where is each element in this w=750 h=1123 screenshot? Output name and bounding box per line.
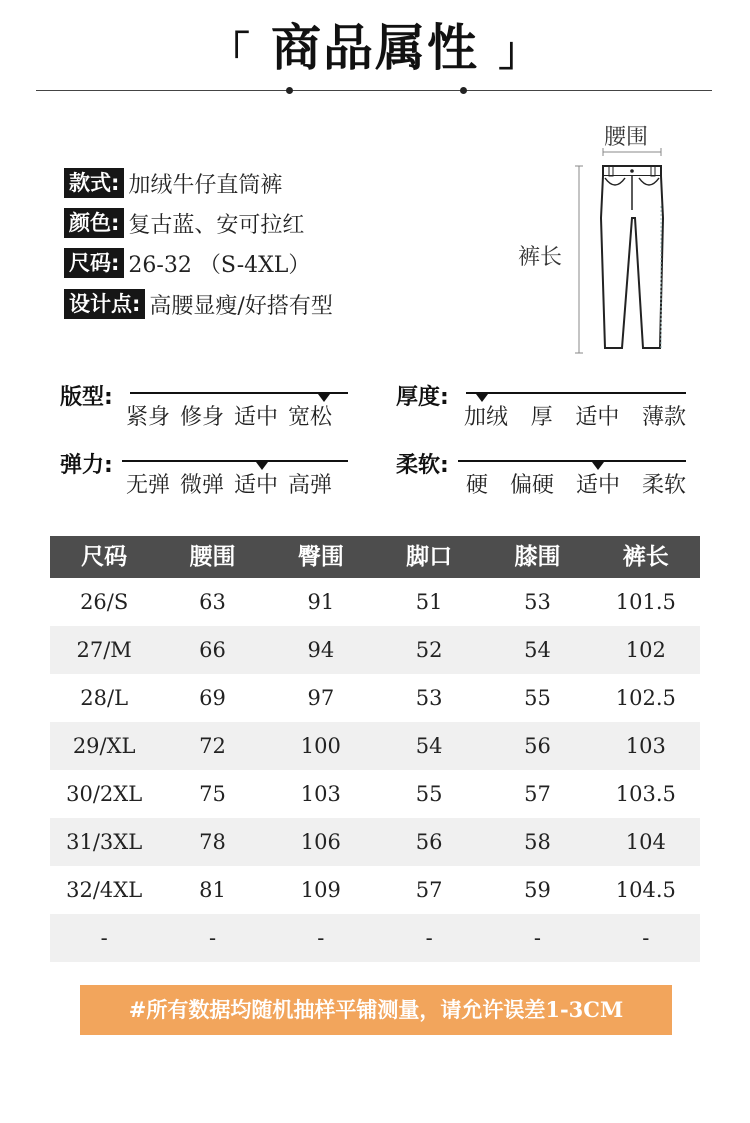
table-row: [50, 578, 700, 626]
table-cell: 75: [199, 782, 226, 806]
table-cell: 109: [300, 878, 341, 902]
table-cell: 104.5: [615, 878, 676, 902]
table-cell: 104: [625, 830, 666, 854]
table-cell: 29/XL: [72, 734, 136, 758]
table-cell: 103.5: [615, 782, 676, 806]
scale-softness-label: 柔软:: [396, 453, 449, 478]
scale-elastic-label: 弹力:: [60, 453, 113, 478]
scale-fit-line: [130, 392, 348, 394]
attr-size: [64, 248, 310, 278]
title-text: 商品属性: [271, 18, 479, 77]
length-label: 裤长: [518, 245, 563, 270]
scale-option: 适中: [575, 405, 620, 430]
scale-elastic-line: [122, 460, 348, 462]
attr-key: 设计点:: [64, 289, 145, 319]
scale-option: 硬: [466, 473, 489, 498]
table-cell: 30/2XL: [66, 782, 143, 806]
table-cell: -: [533, 926, 542, 950]
table-cell: 56: [524, 734, 551, 758]
jeans-icon: [575, 148, 675, 358]
table-cell: -: [425, 926, 433, 950]
scale-fit-label: 版型:: [60, 385, 113, 410]
table-cell: 31/3XL: [66, 830, 143, 854]
attr-key: 款式:: [64, 168, 124, 198]
table-cell: 58: [524, 830, 551, 854]
waist-label: 腰围: [604, 125, 649, 150]
table-cell: 59: [524, 878, 551, 902]
attr-value: 26-32 （S-4XL）: [128, 252, 311, 278]
table-cell: 52: [415, 638, 443, 662]
scale-option: 偏硬: [509, 473, 554, 498]
table-cell: 102: [625, 638, 666, 662]
scale-softness-options: [466, 468, 686, 499]
table-cell: 57: [524, 782, 551, 806]
column-header: 膝围: [514, 544, 561, 570]
table-row: [50, 818, 700, 866]
scale-option: 修身: [180, 405, 225, 430]
attr-color: [64, 208, 304, 238]
attr-value: 加绒牛仔直筒裤: [128, 172, 283, 198]
scale-thickness-line: [466, 392, 686, 394]
scale-option: 适中: [234, 473, 279, 498]
table-cell: 53: [415, 686, 443, 710]
attr-value: 高腰显瘦/好搭有型: [149, 293, 333, 319]
table-cell: 63: [199, 590, 226, 614]
column-header: 腰围: [189, 544, 236, 570]
table-cell: 103: [300, 782, 341, 806]
table-row: [50, 626, 700, 674]
table-cell: 57: [415, 878, 443, 902]
table-row: [50, 914, 700, 962]
table-cell: 81: [199, 878, 226, 902]
table-row: [50, 770, 700, 818]
column-header: 脚口: [406, 544, 453, 570]
scale-option: 宽松: [288, 405, 333, 430]
table-cell: 54: [415, 734, 443, 758]
scale-option: 适中: [575, 473, 620, 498]
table-cell: -: [208, 926, 217, 950]
table-cell: 54: [524, 638, 551, 662]
scale-option: 加绒: [464, 405, 509, 430]
column-header: 臀围: [297, 544, 344, 570]
table-cell: 91: [307, 590, 335, 614]
table-cell: 102.5: [615, 686, 676, 710]
table-cell: 26/S: [80, 590, 129, 614]
table-cell: -: [100, 926, 108, 950]
scale-option: 适中: [234, 405, 279, 430]
attr-style: [64, 168, 282, 198]
title-bracket-close: 」: [498, 28, 541, 75]
table-cell: 103: [625, 734, 666, 758]
table-row: [50, 674, 700, 722]
scale-option: 高弹: [288, 473, 333, 498]
scale-softness-line: [458, 460, 686, 462]
scale-option: 薄款: [641, 405, 686, 430]
table-header: [50, 536, 700, 578]
scale-elastic-options: [126, 468, 332, 499]
table-cell: 69: [199, 686, 226, 710]
divider-dot-left: [286, 87, 293, 94]
page-title: [0, 8, 750, 80]
table-cell: 32/4XL: [66, 878, 143, 902]
attr-design: [64, 289, 333, 319]
column-header: 尺码: [81, 544, 128, 570]
scale-fit-options: [126, 400, 332, 431]
size-table: [50, 536, 700, 962]
table-cell: 27/M: [76, 638, 132, 662]
attr-key: 颜色:: [64, 208, 124, 238]
table-cell: 66: [199, 638, 226, 662]
table-cell: 56: [415, 830, 443, 854]
title-bracket-open: 「: [209, 28, 252, 75]
scale-thickness-label: 厚度:: [396, 385, 449, 410]
table-cell: -: [642, 926, 650, 950]
table-cell: 51: [415, 590, 443, 614]
scale-option: 微弹: [180, 473, 225, 498]
table-cell: 94: [307, 638, 335, 662]
scale-option: 紧身: [126, 405, 171, 430]
measurement-note: #所有数据均随机抽样平铺测量，请允许误差1-3CM: [80, 985, 672, 1035]
scale-option: 厚: [530, 405, 553, 430]
table-cell: 78: [199, 830, 226, 854]
scale-option: 柔软: [641, 473, 686, 498]
column-header: 裤长: [622, 544, 669, 570]
table-cell: 72: [199, 734, 226, 758]
table-cell: -: [317, 926, 325, 950]
table-cell: 97: [307, 686, 335, 710]
table-cell: 55: [415, 782, 443, 806]
scale-option: 无弹: [126, 473, 171, 498]
table-cell: 106: [300, 830, 341, 854]
table-cell: 28/L: [80, 686, 129, 710]
table-body: [50, 578, 700, 962]
header-divider: [36, 90, 712, 91]
table-cell: 100: [300, 734, 341, 758]
attr-key: 尺码:: [64, 248, 124, 278]
table-cell: 101.5: [615, 590, 676, 614]
scale-thickness-options: [464, 400, 686, 431]
divider-dot-right: [460, 87, 467, 94]
table-cell: 55: [524, 686, 551, 710]
table-cell: 53: [524, 590, 551, 614]
table-row: [50, 866, 700, 914]
table-row: [50, 722, 700, 770]
attr-value: 复古蓝、安可拉红: [128, 212, 305, 238]
